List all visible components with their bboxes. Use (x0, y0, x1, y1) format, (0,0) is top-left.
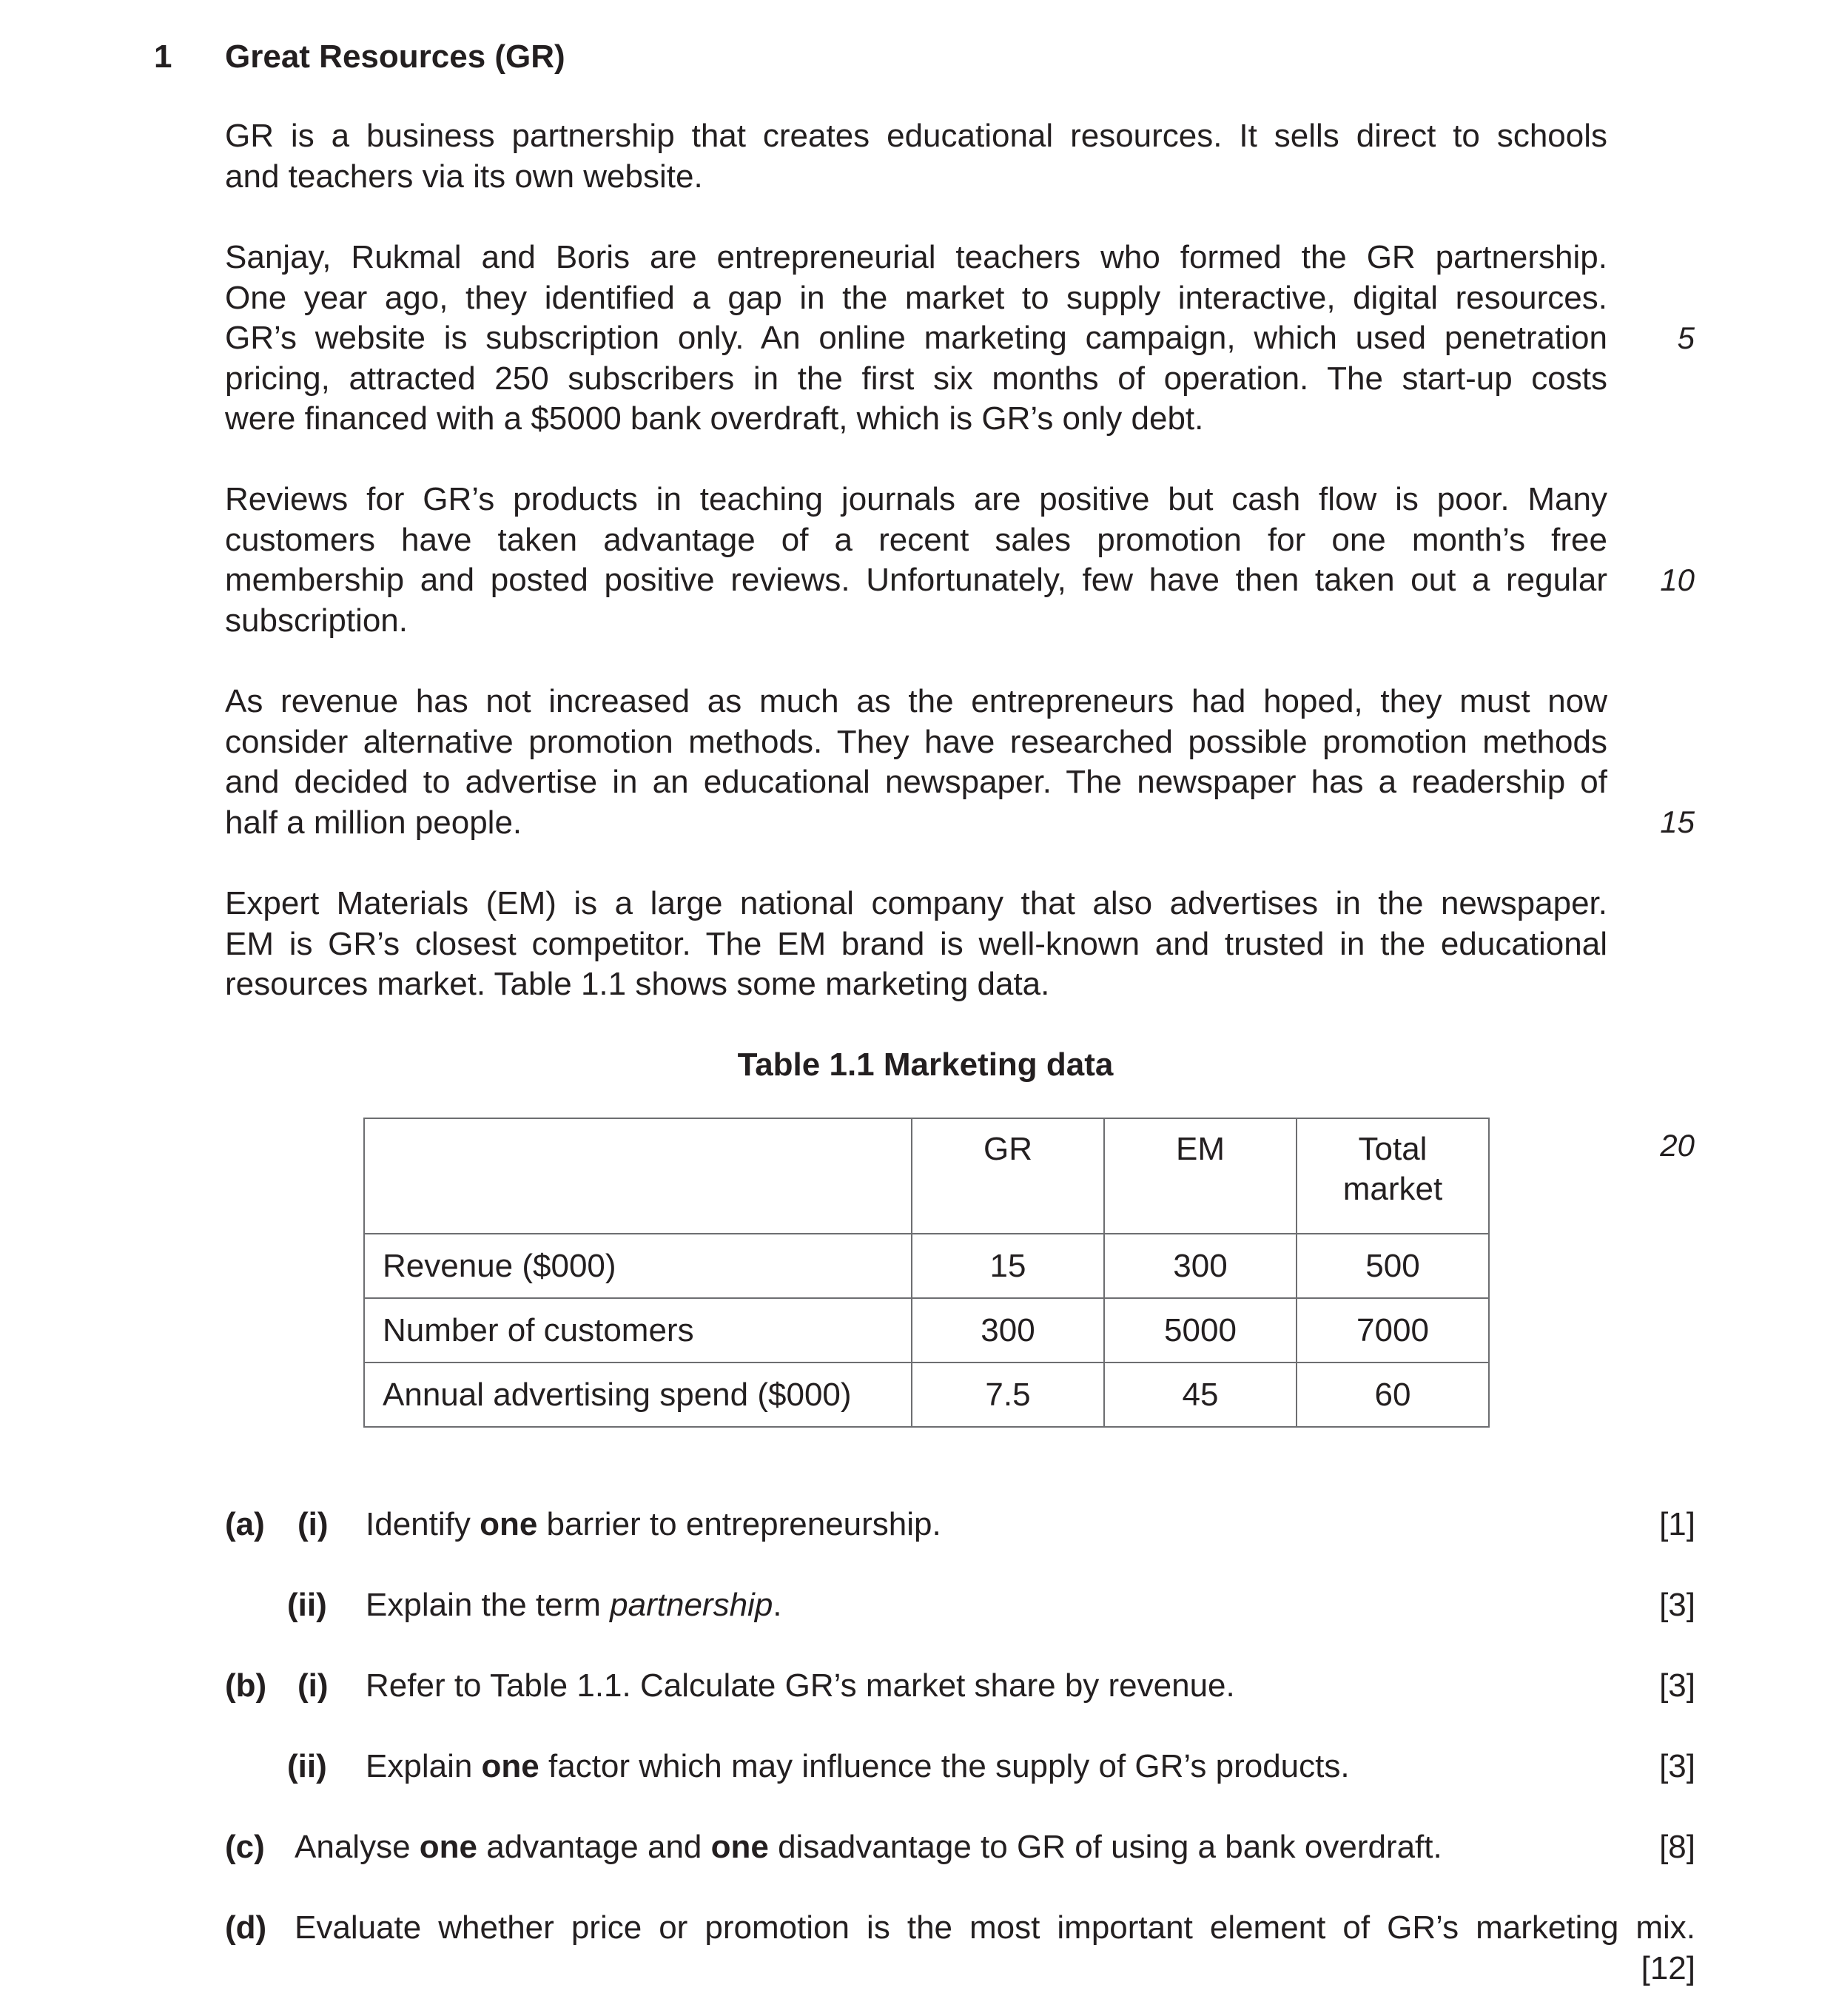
cell-gr: 15 (912, 1234, 1104, 1298)
cell-gr: 300 (912, 1298, 1104, 1363)
paragraph-3 (225, 480, 1607, 641)
header-em: EM (1104, 1118, 1297, 1234)
text-line: Expert Materials (EM) is a large national company that also advertises in the newspaper. (225, 885, 1607, 921)
header-gr: GR (912, 1118, 1104, 1234)
question-title: Great Resources (GR) (225, 38, 565, 75)
part-a-ii-mark: [3] (1659, 1587, 1695, 1623)
paragraph-4 (225, 682, 1607, 843)
table-row (364, 1234, 1489, 1298)
text-line: EM is GR’s closest competitor. The EM brand is well-known and trusted in the educational (225, 925, 1607, 962)
text-line: resources market. Table 1.1 shows some marketing data. (225, 966, 1050, 1002)
part-a-label: (a) (225, 1506, 265, 1542)
paragraph-2 (225, 238, 1607, 440)
paragraph-1 (225, 116, 1607, 197)
text-line: GR is a business partnership that creates educational resources. It sells direct to schools (225, 118, 1607, 154)
part-c-label: (c) (225, 1829, 265, 1865)
row-label: Number of customers (364, 1298, 912, 1363)
header-blank (364, 1118, 912, 1234)
paragraph-5 (225, 884, 1607, 1005)
text-line: were financed with a $5000 bank overdraft, which is GR’s only debt. (225, 400, 1204, 437)
text-line: As revenue has not increased as much as the entrepreneurs had hoped, they must now (225, 683, 1607, 719)
header-total-market (1297, 1118, 1489, 1234)
part-a-ii-text: Explain the term partnership. (366, 1587, 782, 1623)
part-a-i-text: Identify one barrier to entrepreneurship. (366, 1506, 941, 1542)
question-number: 1 (154, 38, 172, 75)
part-b-i-text: Refer to Table 1.1. Calculate GR’s market share by revenue. (366, 1667, 1235, 1704)
text-line: customers have taken advantage of a recent sales promotion for one month’s free (225, 521, 1607, 558)
part-d-text: Evaluate whether price or promotion is the most important element of GR’s marketing mix. (295, 1909, 1695, 1946)
text-line: membership and posted positive reviews. Unfortunately, few have then taken out a regular (225, 562, 1607, 598)
line-number-20: 20 (1660, 1128, 1695, 1163)
table-caption: Table 1.1 Marketing data (737, 1046, 1114, 1083)
part-b-ii-text: Explain one factor which may influence the supply of GR’s products. (366, 1748, 1350, 1784)
cell-em: 300 (1104, 1234, 1297, 1298)
table-row (364, 1298, 1489, 1363)
text-line: Sanjay, Rukmal and Boris are entrepreneurial teachers who formed the GR partnership. (225, 239, 1607, 275)
cell-total: 500 (1297, 1234, 1489, 1298)
line-number-15: 15 (1660, 804, 1695, 839)
text-line: GR’s website is subscription only. An online marketing campaign, which used penetration (225, 320, 1607, 356)
text-line: One year ago, they identified a gap in the market to supply interactive, digital resources. (225, 279, 1607, 316)
cell-total: 7000 (1297, 1298, 1489, 1363)
header-total-line-2: market (1342, 1171, 1443, 1207)
text-line: and teachers via its own website. (225, 158, 703, 195)
line-number-10: 10 (1660, 562, 1695, 597)
text-line: pricing, attracted 250 subscribers in the first six months of operation. The start-up costs (225, 360, 1607, 397)
part-d-mark: [12] (1641, 1950, 1695, 1986)
table-header-row (364, 1118, 1489, 1234)
text-line: Reviews for GR’s products in teaching journals are positive but cash flow is poor. Many (225, 481, 1607, 517)
text-line: subscription. (225, 602, 408, 639)
row-label: Annual advertising spend ($000) (364, 1363, 912, 1427)
part-b-ii-label: (ii) (287, 1748, 327, 1784)
marketing-data-table (363, 1118, 1490, 1428)
part-c-text: Analyse one advantage and one disadvantage to GR of using a bank overdraft. (295, 1829, 1442, 1865)
part-a-i-mark: [1] (1659, 1506, 1695, 1542)
part-b-i-label: (i) (297, 1667, 329, 1704)
text-line: and decided to advertise in an educational newspaper. The newspaper has a readership of (225, 764, 1607, 800)
text-line: consider alternative promotion methods. They have researched possible promotion methods (225, 723, 1607, 760)
cell-gr: 7.5 (912, 1363, 1104, 1427)
cell-total: 60 (1297, 1363, 1489, 1427)
cell-em: 5000 (1104, 1298, 1297, 1363)
row-label: Revenue ($000) (364, 1234, 912, 1298)
part-c-mark: [8] (1659, 1829, 1695, 1865)
cell-em: 45 (1104, 1363, 1297, 1427)
part-a-ii-label: (ii) (287, 1587, 327, 1623)
part-d-label: (d) (225, 1909, 267, 1946)
part-a-i-label: (i) (297, 1506, 329, 1542)
part-b-ii-mark: [3] (1659, 1748, 1695, 1784)
header-total-line-1: Total (1358, 1131, 1428, 1167)
table-row (364, 1363, 1489, 1427)
text-line: half a million people. (225, 804, 522, 841)
line-number-5: 5 (1677, 320, 1695, 355)
part-b-label: (b) (225, 1667, 267, 1704)
part-b-i-mark: [3] (1659, 1667, 1695, 1704)
